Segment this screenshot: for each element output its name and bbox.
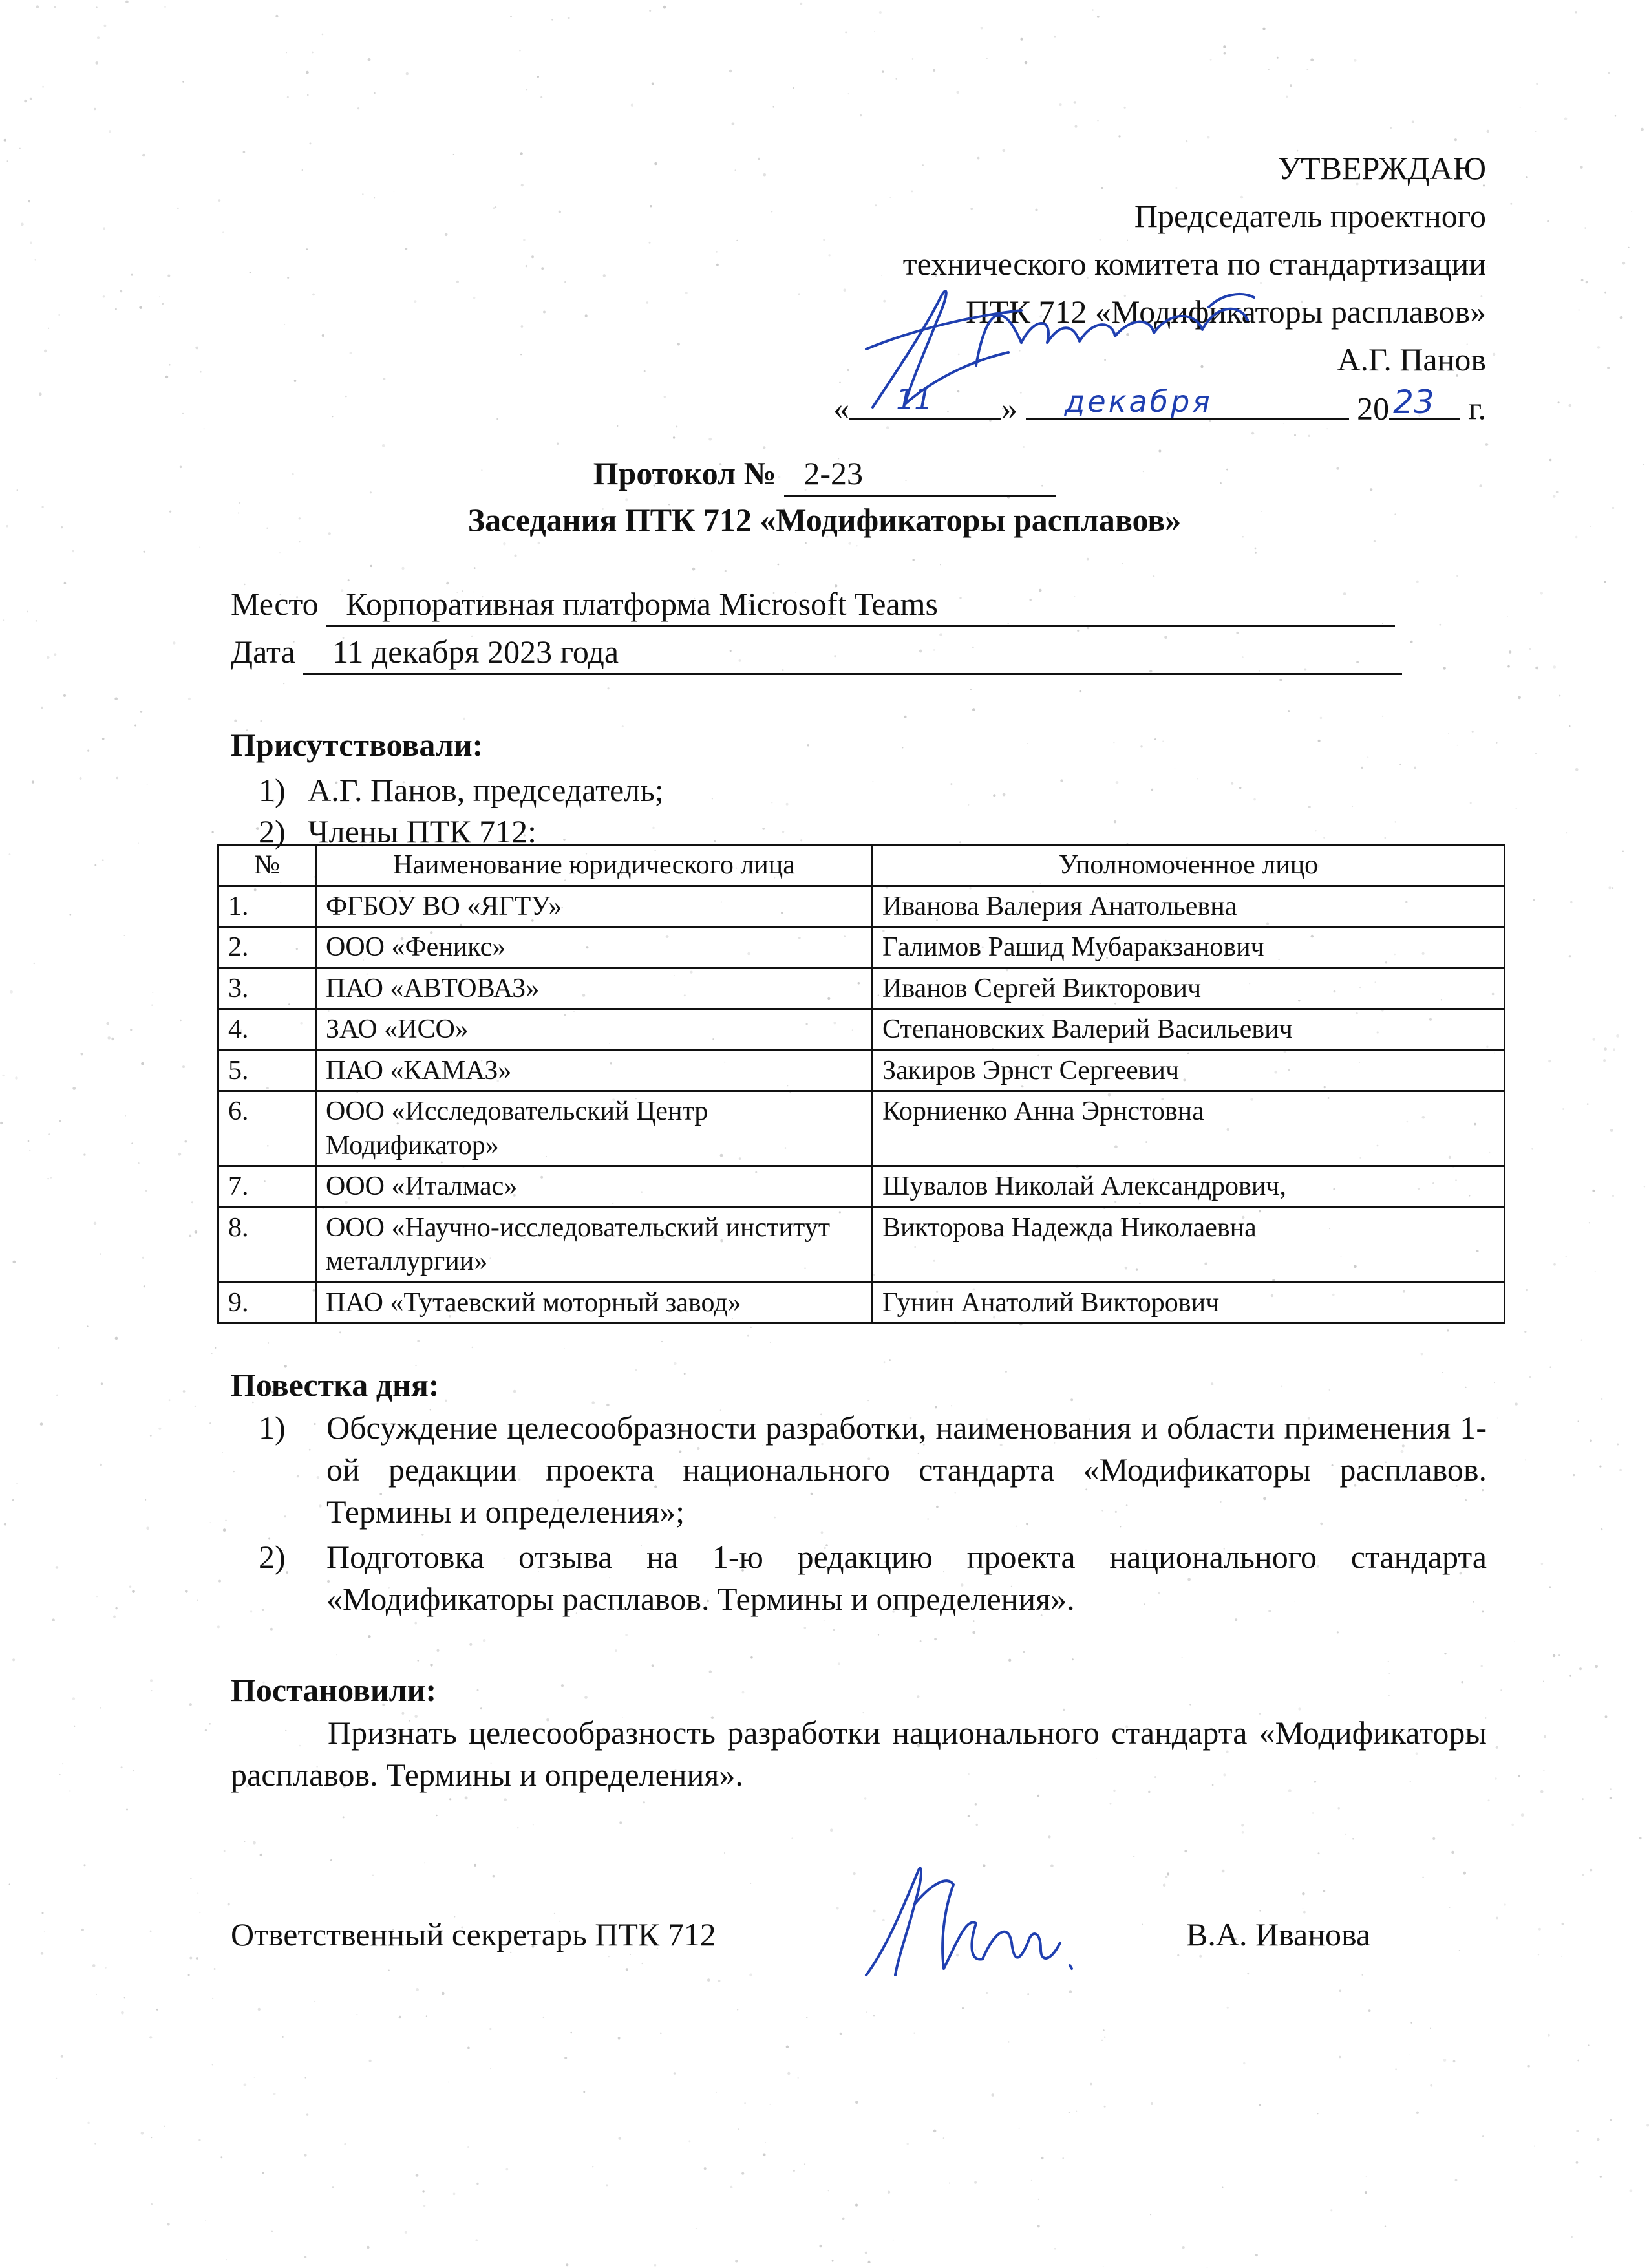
decided-heading: Постановили: xyxy=(231,1672,437,1708)
approval-line-2: технического комитета по стандартизации xyxy=(902,246,1486,282)
approval-line-1: Председатель проектного xyxy=(1134,198,1486,234)
column-header: Наименование юридического лица xyxy=(316,845,873,886)
approval-year-field xyxy=(1389,383,1460,421)
table-row: 8. ООО «Научно-исследовательский институт металлургии» Викторова Надежда Николаевна xyxy=(218,1207,1505,1282)
agenda-item: 2) Подготовка отзыва на 1-ю редакцию проекта национального стандарта «Модификаторы расплавов. Термины и определения». xyxy=(259,1539,1487,1617)
secretary-name: В.А. Иванова xyxy=(1186,1916,1371,1952)
decided-text: Признать целесообразность разработки национального стандарта «Модификаторы расплавов. Термины и определения». xyxy=(231,1715,1487,1793)
column-header: Уполномоченное лицо xyxy=(873,845,1505,886)
table-row: 1. ФГБОУ ВО «ЯГТУ» Иванова Валерия Анатольевна xyxy=(218,886,1505,927)
place-field xyxy=(231,583,1459,627)
date-label: Дата xyxy=(231,634,295,670)
place-value: Корпоративная платформа Microsoft Teams xyxy=(346,586,938,622)
date-value: 11 декабря 2023 года xyxy=(332,634,619,670)
table-header-row xyxy=(218,845,1505,886)
table-row: 9. ПАО «Тутаевский моторный завод» Гунин Анатолий Викторович xyxy=(218,1282,1505,1323)
protocol-number-line: Протокол № 2-23 xyxy=(0,453,1649,499)
handwritten-month: декабря xyxy=(1064,384,1213,419)
handwritten-year: 23 xyxy=(1393,383,1434,421)
agenda-item: 1) Обсуждение целесообразности разработки, наименования и области применения 1-ой редакции проекта национального стандарта «Модификаторы расплавов. Термины и определения»; xyxy=(259,1409,1487,1530)
table-row: 7. ООО «Италмас» Шувалов Николай Александрович, xyxy=(218,1166,1505,1208)
chairman-signature xyxy=(827,272,1293,440)
place-label: Место xyxy=(231,586,319,622)
date-field xyxy=(231,631,1459,675)
approval-date: « 11 » декабря 20 23 г. xyxy=(516,387,1486,434)
secretary-role: Ответственный секретарь ПТК 712 xyxy=(231,1916,716,1952)
approval-name: А.Г. Панов xyxy=(1337,341,1486,378)
table-row: 3. ПАО «АВТОВАЗ» Иванов Сергей Викторович xyxy=(218,968,1505,1009)
protocol-subtitle: Заседания ПТК 712 «Модификаторы расплавов» xyxy=(467,502,1182,538)
members-table xyxy=(217,844,1505,1324)
secretary-signature xyxy=(847,1846,1105,2001)
protocol-number: 2-23 xyxy=(784,453,1056,497)
attendee-item: 1) А.Г. Панов, председатель; xyxy=(259,772,664,808)
handwritten-day: 11 xyxy=(896,383,933,416)
table-row: 4. ЗАО «ИСО» Степановских Валерий Васильевич xyxy=(218,1009,1505,1051)
approval-heading: УТВЕРЖДАЮ xyxy=(1277,150,1486,186)
agenda-heading: Повестка дня: xyxy=(231,1367,440,1403)
approval-line-3: ПТК 712 «Модификаторы расплавов» xyxy=(965,294,1486,330)
table-row: 2. ООО «Феникс» Галимов Рашид Мубаракзанович xyxy=(218,927,1505,968)
column-header: № xyxy=(218,845,316,886)
protocol-title xyxy=(0,453,1649,546)
attendees-heading: Присутствовали: xyxy=(231,727,484,763)
table-row: 5. ПАО «КАМАЗ» Закиров Эрнст Сергеевич xyxy=(218,1050,1505,1091)
attendee-item: 2) Члены ПТК 712: xyxy=(259,813,537,850)
table-row: 6. ООО «Исследовательский Центр Модификатор» Корниенко Анна Эрнстовна xyxy=(218,1091,1505,1166)
